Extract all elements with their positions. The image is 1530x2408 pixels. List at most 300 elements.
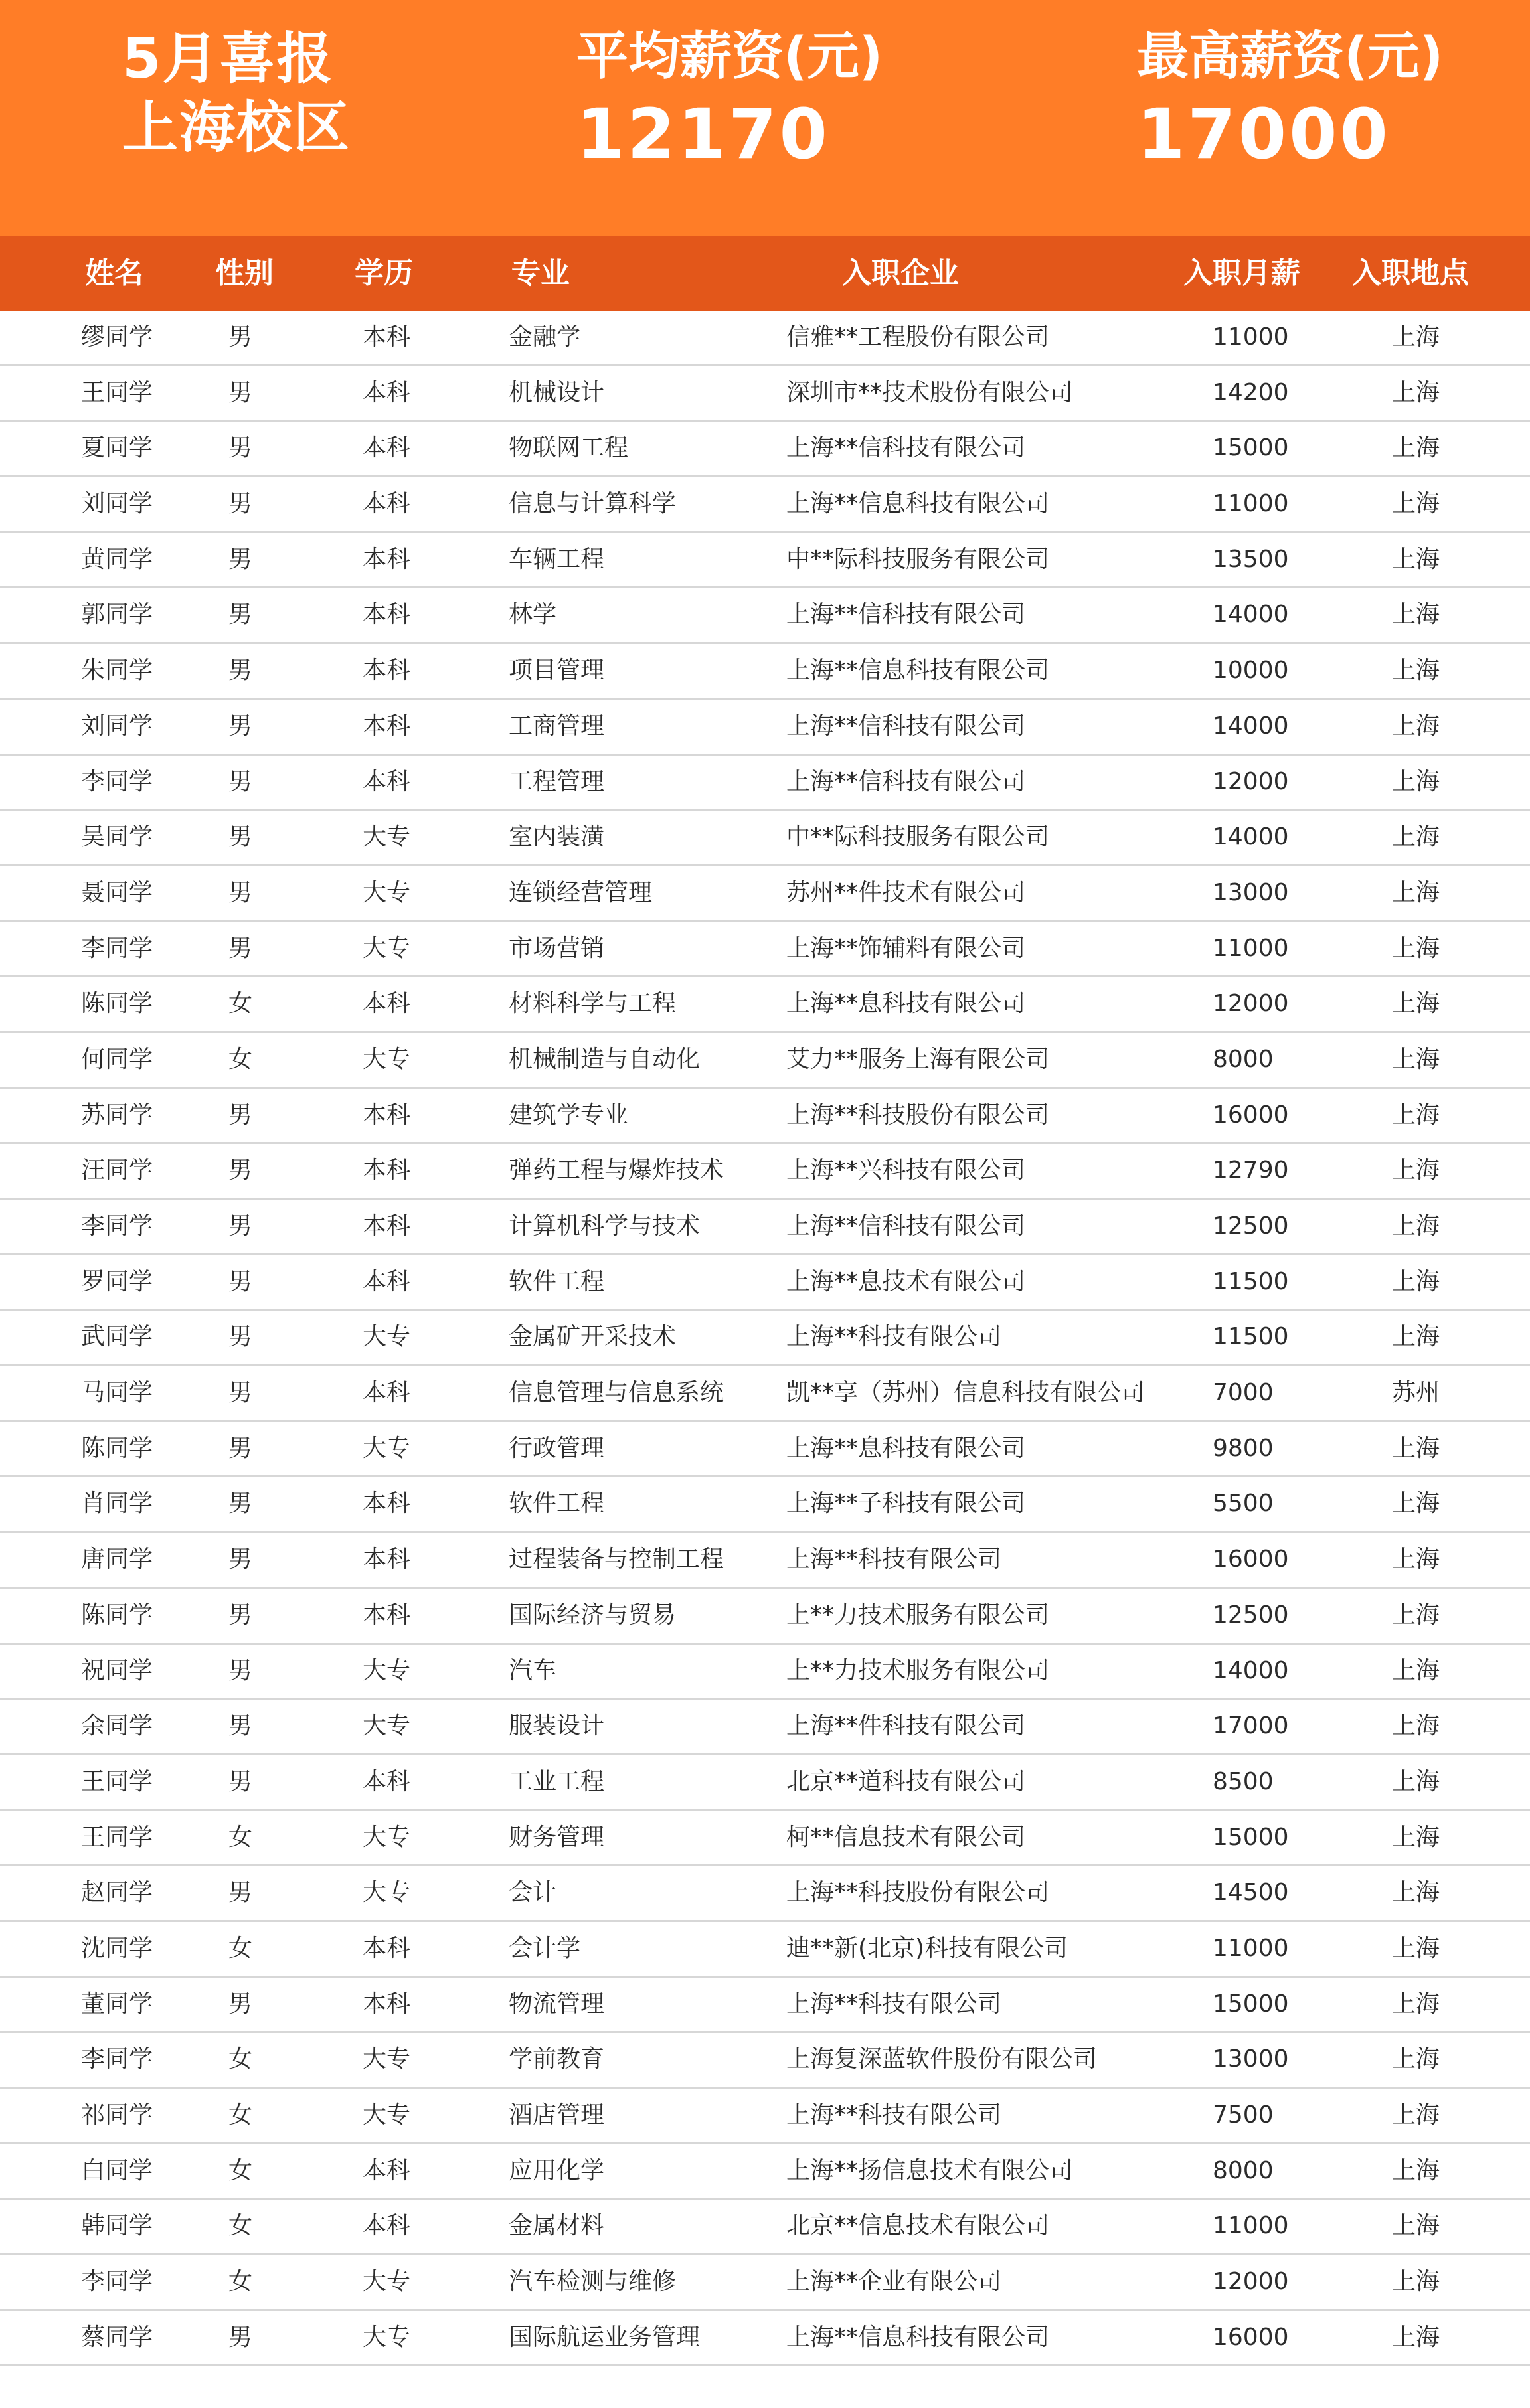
cell-major: 建筑学专业 <box>509 1101 629 1129</box>
cell-salary: 14000 <box>1213 712 1289 740</box>
table-row <box>0 1645 1530 1700</box>
cell-location: 上海 <box>1392 1323 1440 1351</box>
table-row <box>0 811 1530 866</box>
cell-gender: 男 <box>228 1656 253 1684</box>
cell-gender: 女 <box>228 1934 253 1962</box>
table-row <box>0 922 1530 978</box>
cell-location: 上海 <box>1392 1101 1440 1129</box>
table-row <box>0 1255 1530 1311</box>
cell-company: 艾力**服务上海有限公司 <box>786 1045 1050 1073</box>
cell-education: 本科 <box>363 1546 411 1573</box>
cell-education: 本科 <box>363 1990 411 2018</box>
cell-company: 上海**信科技有限公司 <box>786 1212 1026 1240</box>
cell-name: 唐同学 <box>81 1546 153 1573</box>
cell-name: 郭同学 <box>81 601 153 629</box>
table-row <box>0 1811 1530 1867</box>
cell-name: 刘同学 <box>81 490 153 518</box>
cell-name: 陈同学 <box>81 990 153 1018</box>
cell-gender: 男 <box>228 1767 253 1795</box>
column-header-salary: 入职月薪 <box>1183 256 1300 290</box>
table-row <box>0 1422 1530 1478</box>
cell-location: 上海 <box>1392 1546 1440 1573</box>
cell-location: 上海 <box>1392 2323 1440 2351</box>
cell-location: 上海 <box>1392 823 1440 851</box>
cell-gender: 男 <box>228 934 253 962</box>
cell-company: 上海**件科技有限公司 <box>786 1712 1026 1740</box>
cell-salary: 12500 <box>1213 1601 1289 1629</box>
table-row <box>0 2144 1530 2200</box>
table-row <box>0 1033 1530 1089</box>
cell-gender: 男 <box>228 1434 253 1462</box>
cell-salary: 16000 <box>1213 1101 1289 1129</box>
cell-location: 上海 <box>1392 1045 1440 1073</box>
cell-gender: 女 <box>228 990 253 1018</box>
cell-major: 会计 <box>509 1879 557 1907</box>
cell-gender: 男 <box>228 767 253 795</box>
cell-gender: 男 <box>228 378 253 406</box>
cell-company: 上海**信息科技有限公司 <box>786 657 1050 684</box>
table-body <box>0 311 1530 2366</box>
cell-gender: 男 <box>228 823 253 851</box>
cell-education: 大专 <box>363 878 411 906</box>
report-header <box>0 0 1530 236</box>
cell-education: 本科 <box>363 1601 411 1629</box>
cell-major: 国际航运业务管理 <box>509 2323 701 2351</box>
cell-gender: 男 <box>228 1601 253 1629</box>
cell-company: 上海**科技有限公司 <box>786 1323 1002 1351</box>
cell-name: 肖同学 <box>81 1490 153 1518</box>
cell-name: 沈同学 <box>81 1934 153 1962</box>
table-row <box>0 1978 1530 2034</box>
cell-name: 马同学 <box>81 1379 153 1407</box>
cell-company: 上海**扬信息技术有限公司 <box>786 2156 1074 2184</box>
cell-education: 本科 <box>363 378 411 406</box>
cell-education: 本科 <box>363 767 411 795</box>
cell-salary: 14200 <box>1213 378 1289 406</box>
cell-salary: 14000 <box>1213 1656 1289 1684</box>
cell-name: 吴同学 <box>81 823 153 851</box>
cell-major: 财务管理 <box>509 1823 605 1851</box>
cell-salary: 11000 <box>1213 934 1289 962</box>
cell-company: 上海**科技股份有限公司 <box>786 1101 1050 1129</box>
column-header-gender: 性别 <box>215 256 274 290</box>
table-row <box>0 977 1530 1033</box>
cell-location: 上海 <box>1392 712 1440 740</box>
cell-education: 大专 <box>363 2268 411 2296</box>
table-row <box>0 1755 1530 1811</box>
table-row <box>0 366 1530 422</box>
column-header-company: 入职企业 <box>842 256 959 290</box>
cell-salary: 12000 <box>1213 990 1289 1018</box>
cell-gender: 女 <box>228 2268 253 2296</box>
cell-location: 上海 <box>1392 490 1440 518</box>
cell-major: 物流管理 <box>509 1990 605 2018</box>
table-row <box>0 1700 1530 1755</box>
cell-salary: 12500 <box>1213 1212 1289 1240</box>
column-header-major: 专业 <box>511 256 570 290</box>
cell-location: 上海 <box>1392 1656 1440 1684</box>
cell-major: 过程装备与控制工程 <box>509 1546 724 1573</box>
cell-gender: 男 <box>228 323 253 351</box>
cell-education: 本科 <box>363 2212 411 2240</box>
cell-company: 上海**息技术有限公司 <box>786 1267 1026 1295</box>
cell-company: 深圳市**技术股份有限公司 <box>786 378 1074 406</box>
cell-location: 上海 <box>1392 1990 1440 2018</box>
cell-company: 上**力技术服务有限公司 <box>786 1601 1050 1629</box>
cell-education: 本科 <box>363 1212 411 1240</box>
table-row <box>0 2089 1530 2144</box>
column-header-education: 学历 <box>355 256 413 290</box>
cell-major: 汽车检测与维修 <box>509 2268 677 2296</box>
cell-salary: 5500 <box>1213 1490 1274 1518</box>
cell-company: 信雅**工程股份有限公司 <box>786 323 1050 351</box>
table-row <box>0 1200 1530 1255</box>
cell-gender: 男 <box>228 1267 253 1295</box>
cell-location: 上海 <box>1392 878 1440 906</box>
cell-name: 王同学 <box>81 1767 153 1795</box>
cell-name: 缪同学 <box>81 323 153 351</box>
cell-gender: 男 <box>228 1323 253 1351</box>
average-salary-label: 平均薪资(元) <box>576 27 883 86</box>
cell-company: 上海**科技有限公司 <box>786 1546 1002 1573</box>
cell-salary: 13000 <box>1213 878 1289 906</box>
cell-company: 上**力技术服务有限公司 <box>786 1656 1050 1684</box>
cell-major: 项目管理 <box>509 657 605 684</box>
cell-education: 大专 <box>363 1323 411 1351</box>
cell-education: 本科 <box>363 2156 411 2184</box>
cell-major: 车辆工程 <box>509 545 605 573</box>
cell-major: 应用化学 <box>509 2156 605 2184</box>
cell-location: 苏州 <box>1392 1379 1440 1407</box>
cell-gender: 男 <box>228 1990 253 2018</box>
cell-major: 连锁经营管理 <box>509 878 653 906</box>
cell-gender: 男 <box>228 434 253 462</box>
cell-salary: 11000 <box>1213 323 1289 351</box>
cell-company: 迪**新(北京)科技有限公司 <box>786 1934 1068 1962</box>
cell-company: 上海**兴科技有限公司 <box>786 1157 1026 1184</box>
cell-salary: 11000 <box>1213 1934 1289 1962</box>
cell-location: 上海 <box>1392 1767 1440 1795</box>
cell-company: 上海**信科技有限公司 <box>786 712 1026 740</box>
cell-salary: 15000 <box>1213 1990 1289 2018</box>
table-row <box>0 2033 1530 2089</box>
cell-company: 上海复深蓝软件股份有限公司 <box>786 2046 1098 2073</box>
cell-location: 上海 <box>1392 2156 1440 2184</box>
table-row <box>0 756 1530 811</box>
cell-salary: 12790 <box>1213 1157 1289 1184</box>
cell-gender: 男 <box>228 878 253 906</box>
cell-education: 大专 <box>363 1656 411 1684</box>
cell-name: 董同学 <box>81 1990 153 2018</box>
cell-education: 大专 <box>363 2101 411 2128</box>
cell-name: 李同学 <box>81 1212 153 1240</box>
cell-salary: 10000 <box>1213 657 1289 684</box>
table-row <box>0 1533 1530 1589</box>
cell-salary: 16000 <box>1213 2323 1289 2351</box>
cell-location: 上海 <box>1392 378 1440 406</box>
cell-gender: 男 <box>228 657 253 684</box>
cell-name: 王同学 <box>81 1823 153 1851</box>
cell-location: 上海 <box>1392 1157 1440 1184</box>
cell-company: 上海**子科技有限公司 <box>786 1490 1026 1518</box>
cell-salary: 8000 <box>1213 1045 1274 1073</box>
cell-salary: 11500 <box>1213 1323 1289 1351</box>
cell-location: 上海 <box>1392 2212 1440 2240</box>
cell-salary: 11500 <box>1213 1267 1289 1295</box>
cell-salary: 8500 <box>1213 1767 1274 1795</box>
cell-name: 祁同学 <box>81 2101 153 2128</box>
cell-education: 大专 <box>363 1712 411 1740</box>
max-salary-value: 17000 <box>1137 94 1391 175</box>
cell-salary: 11000 <box>1213 2212 1289 2240</box>
cell-location: 上海 <box>1392 990 1440 1018</box>
cell-location: 上海 <box>1392 1212 1440 1240</box>
cell-salary: 16000 <box>1213 1546 1289 1573</box>
cell-education: 本科 <box>363 657 411 684</box>
cell-location: 上海 <box>1392 1823 1440 1851</box>
cell-gender: 男 <box>228 1212 253 1240</box>
cell-education: 本科 <box>363 434 411 462</box>
cell-major: 材料科学与工程 <box>509 990 677 1018</box>
cell-salary: 8000 <box>1213 2156 1274 2184</box>
cell-name: 汪同学 <box>81 1157 153 1184</box>
cell-location: 上海 <box>1392 1879 1440 1907</box>
table-row <box>0 866 1530 922</box>
cell-gender: 男 <box>228 1101 253 1129</box>
cell-education: 本科 <box>363 601 411 629</box>
cell-company: 上海**信科技有限公司 <box>786 767 1026 795</box>
cell-gender: 女 <box>228 1045 253 1073</box>
cell-major: 林学 <box>509 601 557 629</box>
cell-company: 中**际科技服务有限公司 <box>786 823 1050 851</box>
cell-location: 上海 <box>1392 1712 1440 1740</box>
report-title: 5月喜报 <box>122 26 334 91</box>
cell-education: 本科 <box>363 1767 411 1795</box>
cell-education: 本科 <box>363 1490 411 1518</box>
cell-education: 大专 <box>363 934 411 962</box>
cell-location: 上海 <box>1392 934 1440 962</box>
cell-name: 李同学 <box>81 2046 153 2073</box>
cell-company: 上海**信息科技有限公司 <box>786 490 1050 518</box>
cell-name: 李同学 <box>81 934 153 962</box>
cell-company: 柯**信息技术有限公司 <box>786 1823 1026 1851</box>
cell-gender: 男 <box>228 490 253 518</box>
table-header <box>0 236 1530 311</box>
cell-gender: 男 <box>228 1157 253 1184</box>
cell-major: 学前教育 <box>509 2046 605 2073</box>
cell-major: 软件工程 <box>509 1490 605 1518</box>
table-row <box>0 588 1530 644</box>
cell-salary: 9800 <box>1213 1434 1274 1462</box>
cell-major: 室内装潢 <box>509 823 605 851</box>
cell-major: 信息管理与信息系统 <box>509 1379 724 1407</box>
cell-name: 王同学 <box>81 378 153 406</box>
cell-major: 金融学 <box>509 323 581 351</box>
cell-gender: 男 <box>228 1490 253 1518</box>
cell-education: 本科 <box>363 545 411 573</box>
cell-education: 本科 <box>363 1267 411 1295</box>
cell-major: 机械制造与自动化 <box>509 1045 701 1073</box>
cell-name: 聂同学 <box>81 878 153 906</box>
table-row <box>0 700 1530 756</box>
cell-location: 上海 <box>1392 601 1440 629</box>
cell-education: 大专 <box>363 823 411 851</box>
cell-location: 上海 <box>1392 2046 1440 2073</box>
cell-company: 上海**信科技有限公司 <box>786 601 1026 629</box>
cell-name: 李同学 <box>81 2268 153 2296</box>
cell-salary: 14000 <box>1213 823 1289 851</box>
cell-gender: 女 <box>228 2046 253 2073</box>
cell-salary: 13000 <box>1213 2046 1289 2073</box>
cell-gender: 男 <box>228 2323 253 2351</box>
cell-name: 蔡同学 <box>81 2323 153 2351</box>
cell-location: 上海 <box>1392 2101 1440 2128</box>
cell-major: 市场营销 <box>509 934 605 962</box>
cell-education: 本科 <box>363 1157 411 1184</box>
cell-company: 上海**信息科技有限公司 <box>786 2323 1050 2351</box>
table-row <box>0 311 1530 366</box>
cell-salary: 15000 <box>1213 434 1289 462</box>
cell-gender: 女 <box>228 2212 253 2240</box>
cell-location: 上海 <box>1392 2268 1440 2296</box>
table-row <box>0 422 1530 477</box>
cell-major: 国际经济与贸易 <box>509 1601 677 1629</box>
table-row <box>0 644 1530 700</box>
cell-major: 酒店管理 <box>509 2101 605 2128</box>
cell-salary: 17000 <box>1213 1712 1289 1740</box>
cell-name: 陈同学 <box>81 1601 153 1629</box>
cell-education: 大专 <box>363 1045 411 1073</box>
table-row <box>0 2200 1530 2255</box>
cell-location: 上海 <box>1392 545 1440 573</box>
cell-gender: 女 <box>228 1823 253 1851</box>
table-row <box>0 1144 1530 1200</box>
cell-location: 上海 <box>1392 1267 1440 1295</box>
cell-major: 工程管理 <box>509 767 605 795</box>
cell-education: 本科 <box>363 712 411 740</box>
cell-major: 弹药工程与爆炸技术 <box>509 1157 724 1184</box>
cell-name: 刘同学 <box>81 712 153 740</box>
cell-name: 韩同学 <box>81 2212 153 2240</box>
max-salary-label: 最高薪资(元) <box>1137 27 1444 86</box>
cell-name: 苏同学 <box>81 1101 153 1129</box>
table-row <box>0 477 1530 533</box>
cell-salary: 14000 <box>1213 601 1289 629</box>
cell-company: 上海**息科技有限公司 <box>786 1434 1026 1462</box>
cell-education: 本科 <box>363 990 411 1018</box>
cell-company: 上海**息科技有限公司 <box>786 990 1026 1018</box>
column-header-name: 姓名 <box>85 256 143 290</box>
cell-major: 软件工程 <box>509 1267 605 1295</box>
cell-location: 上海 <box>1392 657 1440 684</box>
cell-name: 赵同学 <box>81 1879 153 1907</box>
cell-location: 上海 <box>1392 1434 1440 1462</box>
cell-gender: 女 <box>228 2101 253 2128</box>
cell-gender: 男 <box>228 1712 253 1740</box>
cell-gender: 男 <box>228 1879 253 1907</box>
cell-salary: 13500 <box>1213 545 1289 573</box>
cell-education: 本科 <box>363 1934 411 1962</box>
cell-location: 上海 <box>1392 434 1440 462</box>
cell-major: 机械设计 <box>509 378 605 406</box>
cell-company: 苏州**件技术有限公司 <box>786 878 1026 906</box>
cell-location: 上海 <box>1392 1490 1440 1518</box>
cell-name: 罗同学 <box>81 1267 153 1295</box>
cell-location: 上海 <box>1392 323 1440 351</box>
cell-location: 上海 <box>1392 767 1440 795</box>
cell-company: 北京**信息技术有限公司 <box>786 2212 1050 2240</box>
cell-company: 上海**信科技有限公司 <box>786 434 1026 462</box>
cell-gender: 男 <box>228 1546 253 1573</box>
cell-education: 大专 <box>363 2323 411 2351</box>
cell-major: 信息与计算科学 <box>509 490 677 518</box>
cell-name: 陈同学 <box>81 1434 153 1462</box>
cell-major: 金属矿开采技术 <box>509 1323 677 1351</box>
cell-name: 李同学 <box>81 767 153 795</box>
table-row <box>0 1866 1530 1922</box>
cell-name: 夏同学 <box>81 434 153 462</box>
average-salary-value: 12170 <box>576 94 830 175</box>
cell-salary: 12000 <box>1213 767 1289 795</box>
cell-name: 余同学 <box>81 1712 153 1740</box>
cell-name: 朱同学 <box>81 657 153 684</box>
table-row <box>0 2255 1530 2311</box>
cell-salary: 11000 <box>1213 490 1289 518</box>
cell-major: 汽车 <box>509 1656 557 1684</box>
cell-gender: 女 <box>228 2156 253 2184</box>
cell-name: 祝同学 <box>81 1656 153 1684</box>
cell-company: 凯**享（苏州）信息科技有限公司 <box>786 1379 1146 1407</box>
cell-company: 上海**科技有限公司 <box>786 1990 1002 2018</box>
cell-major: 服装设计 <box>509 1712 605 1740</box>
cell-company: 中**际科技服务有限公司 <box>786 545 1050 573</box>
cell-name: 白同学 <box>81 2156 153 2184</box>
cell-gender: 男 <box>228 601 253 629</box>
cell-education: 大专 <box>363 1823 411 1851</box>
campus-name: 上海校区 <box>122 95 351 160</box>
cell-company: 上海**企业有限公司 <box>786 2268 1002 2296</box>
table-row <box>0 1922 1530 1978</box>
cell-salary: 15000 <box>1213 1823 1289 1851</box>
table-row <box>0 1589 1530 1645</box>
cell-company: 上海**科技有限公司 <box>786 2101 1002 2128</box>
cell-major: 会计学 <box>509 1934 581 1962</box>
table-row <box>0 1366 1530 1422</box>
cell-location: 上海 <box>1392 1601 1440 1629</box>
table-row <box>0 1311 1530 1366</box>
cell-name: 武同学 <box>81 1323 153 1351</box>
cell-company: 上海**科技股份有限公司 <box>786 1879 1050 1907</box>
cell-education: 本科 <box>363 490 411 518</box>
cell-salary: 14500 <box>1213 1879 1289 1907</box>
table-row <box>0 533 1530 589</box>
cell-major: 物联网工程 <box>509 434 629 462</box>
cell-education: 本科 <box>363 1379 411 1407</box>
cell-gender: 男 <box>228 1379 253 1407</box>
cell-major: 行政管理 <box>509 1434 605 1462</box>
cell-salary: 7500 <box>1213 2101 1274 2128</box>
cell-company: 北京**道科技有限公司 <box>786 1767 1026 1795</box>
cell-company: 上海**饰辅料有限公司 <box>786 934 1026 962</box>
cell-major: 工业工程 <box>509 1767 605 1795</box>
table-row <box>0 2311 1530 2367</box>
cell-major: 金属材料 <box>509 2212 605 2240</box>
cell-education: 大专 <box>363 1434 411 1462</box>
cell-name: 黄同学 <box>81 545 153 573</box>
cell-gender: 男 <box>228 712 253 740</box>
cell-education: 大专 <box>363 2046 411 2073</box>
cell-name: 何同学 <box>81 1045 153 1073</box>
